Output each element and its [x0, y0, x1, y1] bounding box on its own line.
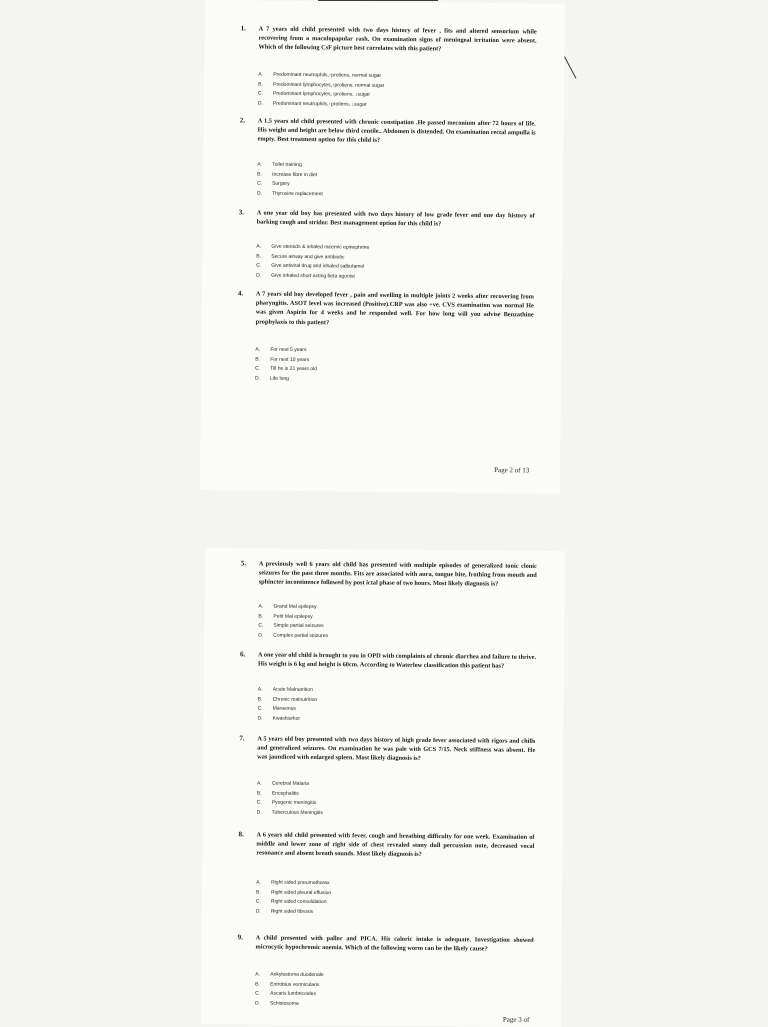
- option-a[interactable]: A. For next 5 years: [255, 346, 307, 354]
- question-number: 1.: [240, 24, 246, 33]
- question-9: [202, 933, 542, 1007]
- option-list: [255, 346, 495, 387]
- option-c[interactable]: C. Give antiviral drug and inhaled salbutamol: [256, 262, 365, 271]
- option-a[interactable]: A. Grand Mal epilepsy: [258, 603, 317, 610]
- option-a[interactable]: A. Cerebral Malaria: [256, 780, 309, 787]
- option-d[interactable]: D. Tuberculous Meningitis: [256, 809, 323, 817]
- option-b[interactable]: B. Secure airway and give antibiotic: [256, 253, 345, 261]
- option-a[interactable]: A. Toilet training: [257, 161, 302, 169]
- question-text: A 6 years old child presented with fever, cough and breathing difficulty for one week. Examination of middle and lower zone of right side of chest revealed stony dull percussion note, decreased vocal resonance and absent breath sounds. Most likely diagnosis is?: [256, 831, 535, 859]
- option-a[interactable]: A. Predominant neutrophils,↑protiens, normal sugar: [258, 71, 382, 79]
- question-text: A one year old boy has presented with two days history of low grade fever and one day history of barking cough and stridor. Best management option for this child is?: [256, 209, 535, 228]
- option-list: [256, 878, 496, 919]
- option-d[interactable]: D. Thyroxine replacement: [256, 190, 323, 198]
- question-number: 4.: [237, 289, 244, 298]
- option-list: [255, 970, 495, 1011]
- question-text: A child presented with pallor and PICA. His caloric intake is adequate. Investigation showed microcytic hypochromic anemia. Which of the following worm can be the likely cause?: [255, 934, 534, 953]
- question-text: A 7 years old boy developed fever , pain and swelling in multiple joints 2 weeks after recovering from pharyngitis. ASOT level was increased (Positive).CRP was also +ve. CVS examination was normal He was given Aspirin for 4 weeks and he responded well. For how long will you advise Benzathine prophylaxis to this patient?: [255, 290, 534, 326]
- option-b[interactable]: B. Encephalitis: [256, 790, 299, 797]
- option-list: [257, 161, 497, 202]
- question-1: [205, 24, 545, 108]
- option-b[interactable]: B. For next 10 years: [255, 356, 310, 363]
- question-text: A 1.5 years old child presented with chronic constipation .He passed meconium after 72 hours of life. His weight and height are below third centile.. Abdomen is distended. On examination rectal ampulla is empty. Best treatment option for this child is?: [257, 117, 536, 145]
- option-c[interactable]: C. Right sided consolidation: [255, 898, 327, 906]
- option-c[interactable]: C. Pyogenic meningitis: [256, 799, 317, 807]
- question-2: [204, 116, 544, 198]
- option-d[interactable]: D. Kwashiorkor: [257, 715, 301, 722]
- document-page-2: [200, 0, 565, 494]
- option-a[interactable]: A. Acute Malnutrition: [257, 686, 313, 693]
- question-number: 6.: [240, 650, 246, 659]
- option-list: [256, 243, 496, 284]
- question-6: [204, 650, 544, 722]
- option-d[interactable]: D. Give inhaled short acting beta agonist: [256, 272, 355, 280]
- option-d[interactable]: D. Right sided fibrosis: [255, 908, 314, 916]
- option-list: [257, 685, 497, 726]
- question-text: A 7 years old child presented with two days history of fever , fits and altered sensorium while recovering from a maculopapular rash. On examination signs of meningeal irritation were absent. Which of the following CsF picture best correlates with this patient?: [258, 25, 537, 53]
- option-b[interactable]: B. Chronic malnutrition: [257, 696, 318, 703]
- option-d[interactable]: D. Predominant neutrophils,↑protiens, ↓sugar: [257, 100, 367, 108]
- option-a[interactable]: A. Give steroids & inhaled racemic epinephrine: [256, 243, 370, 251]
- question-7: [203, 734, 543, 817]
- option-d[interactable]: D. Schistosoma: [255, 1000, 299, 1007]
- option-b[interactable]: B. Petit Mal epilepsy: [258, 613, 313, 620]
- option-a[interactable]: A. Ankylostoma duodenale: [255, 971, 324, 979]
- page-footer: Page 3 of: [502, 1015, 530, 1024]
- question-number: 8.: [238, 830, 244, 839]
- document-page-3: [201, 548, 565, 1027]
- option-d[interactable]: D. Complex partial seizures: [258, 632, 329, 640]
- question-text: A previously well 6 years old child has presented with multiple episodes of generalized tonic clonic seizures for the past three months. Fits are associated with aura, tongue bite, frothing from mouth and sphincter incontinence followed by post ictal phase of two hours. Most likely diagnosis is?: [258, 560, 537, 588]
- option-c[interactable]: C. Marasmus: [257, 705, 296, 713]
- option-c[interactable]: C. Predominant lymphocytes,↑protiens, ↓sugar: [257, 90, 371, 99]
- option-c[interactable]: C. Surgery: [257, 180, 290, 188]
- option-b[interactable]: B. Entrobius vermicularis: [255, 981, 320, 988]
- question-number: 9.: [237, 933, 243, 942]
- option-list: [258, 602, 498, 643]
- option-c[interactable]: C. Ascaris lumbricoides: [255, 990, 316, 998]
- option-list: [258, 71, 498, 112]
- question-number: 7.: [239, 734, 245, 743]
- option-d[interactable]: D. Life long: [255, 375, 289, 382]
- option-b[interactable]: B. Predominant lymphocytes,↑protiens, normal sugar: [258, 81, 385, 89]
- option-b[interactable]: B. Right sided pleural effusion: [255, 889, 332, 896]
- page-footer: Page 2 of 13: [494, 466, 530, 475]
- question-text: A 5 years old boy presented with two days history of high grade fever associated with rigors and chills and generalized seizures. On examination he was pale with GCS 7/15. Neck stiffness was absent. He was jaundiced with enlarged spleen. Most likely diagnosis is?: [257, 735, 536, 763]
- question-number: 3.: [238, 208, 245, 217]
- question-number: 5.: [240, 559, 247, 568]
- question-8: [203, 830, 543, 916]
- question-5: [205, 559, 545, 640]
- option-b[interactable]: B. Increase fibre in diet: [257, 171, 318, 178]
- option-c[interactable]: C. Simple partial seizures: [258, 622, 324, 630]
- option-a[interactable]: A. Right sided pneumothorax: [256, 879, 330, 887]
- question-4: [202, 289, 542, 382]
- option-c[interactable]: C. Till he is 21 years old: [255, 365, 317, 373]
- question-number: 2.: [239, 116, 246, 125]
- question-text: A one year old child is brought to you in OPD with complaints of chronic diarrhea and failure to thrive. His weight is 6 kg and height is 60cm. According to Waterlow classification this patient has?: [257, 651, 537, 670]
- option-list: [257, 779, 497, 820]
- question-3: [203, 208, 543, 280]
